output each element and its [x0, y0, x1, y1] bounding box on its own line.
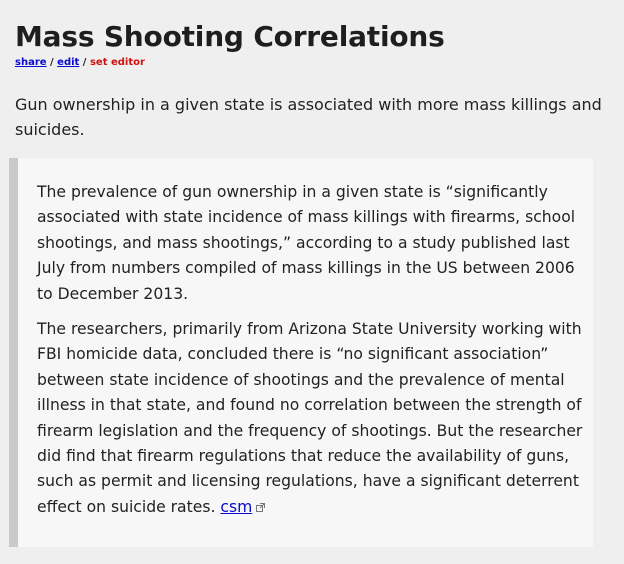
quote-paragraph: The prevalence of gun ownership in a given state is “significantly associated with state incidence of mass killings with firearms, school shootings, and mass shootings,” according to a study published last July from numbers compiled of mass killings in the US between 2006 to December 2013. [37, 183, 576, 303]
share-link[interactable]: share [15, 57, 47, 68]
page-title: Mass Shooting Correlations [15, 20, 445, 53]
article-actions [15, 56, 609, 70]
set-editor-link[interactable]: set editor [89, 57, 145, 68]
source-link[interactable]: csm [220, 497, 253, 516]
edit-link[interactable]: edit [57, 57, 80, 68]
action-separator: / [79, 57, 90, 68]
external-link-icon[interactable] [256, 495, 265, 504]
quote-block [9, 158, 593, 547]
quote-paragraph [37, 317, 583, 520]
article [15, 0, 609, 142]
quote-paragraph-text: The researchers, primarily from Arizona State University working with FBI homicide data, concluded there is “no significant association” between state incidence of shootings and the prevalence of mental illness in that state, and found no correlation between the strength of firearm legislation and the frequency of shootings. But the researcher did find that firearm regulations that reduce the availability of guns, such as permit and licensing regulations, have a significant deterrent effect on suicide rates. [37, 320, 583, 516]
article-summary: Gun ownership in a given state is associated with more mass killings and suicides. [15, 95, 602, 139]
action-separator: / [46, 57, 58, 68]
